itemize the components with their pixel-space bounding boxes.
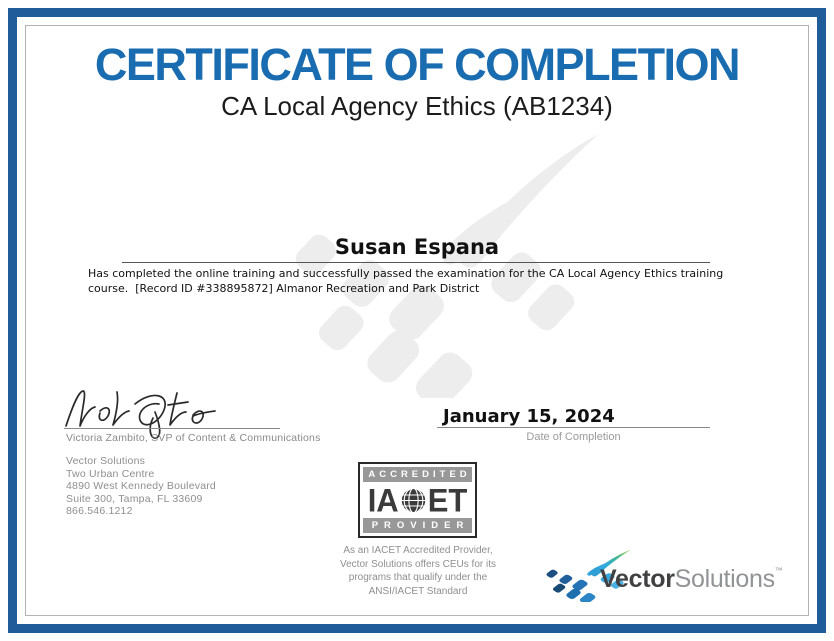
seal-accredited-band: ACCREDITED [363, 467, 472, 482]
certificate-title: CERTIFICATE OF COMPLETION [94, 39, 740, 90]
issuer-address-block [66, 455, 216, 518]
seal-provider-band: PROVIDER [363, 518, 472, 533]
seal-letters-et: ET [427, 481, 468, 519]
signature-icon [60, 378, 288, 440]
iacet-note-line: ANSI/IACET Standard [368, 585, 468, 597]
recipient-underline [122, 262, 710, 263]
address-line: Two Urban Centre [66, 467, 155, 480]
iacet-note-line: Vector Solutions offers CEUs for its [340, 558, 496, 570]
seal-iacet-letters [363, 482, 472, 518]
date-caption: Date of Completion [526, 431, 621, 443]
address-line: Suite 300, Tampa, FL 33609 [66, 492, 203, 505]
address-line: Vector Solutions [66, 455, 146, 467]
address-line: 866.546.1212 [66, 505, 133, 518]
address-line: 4890 West Kennedy Boulevard [66, 480, 216, 493]
signature-underline [64, 428, 280, 429]
recipient-name: Susan Espana [334, 235, 500, 259]
signer-name-title: Victoria Zambito, SVP of Content & Communications [66, 432, 321, 444]
iacet-accredited-provider-seal [358, 462, 477, 538]
seal-letters-ia: IA [367, 481, 399, 519]
completion-date: January 15, 2024 [443, 406, 615, 427]
iacet-note-line: As an IACET Accredited Provider, [343, 545, 493, 556]
date-underline [437, 427, 710, 428]
course-name: CA Local Agency Ethics (AB1234) [221, 91, 613, 121]
globe-icon [400, 487, 427, 514]
iacet-note [336, 544, 500, 598]
brand-word-solutions: Solutions [674, 565, 775, 593]
completion-statement: Has completed the online training and successfully passed the examination for the CA Local Agency Ethics training course. [Record ID #338895872] Almanor Recreation and Park District [88, 267, 727, 295]
trademark-symbol: ™ [774, 566, 783, 575]
brand-word-vector: Vector [600, 565, 675, 593]
brand-wordmark [600, 566, 783, 594]
iacet-note-line: programs that qualify under the [348, 572, 488, 583]
vector-solutions-watermark-icon [283, 130, 601, 398]
